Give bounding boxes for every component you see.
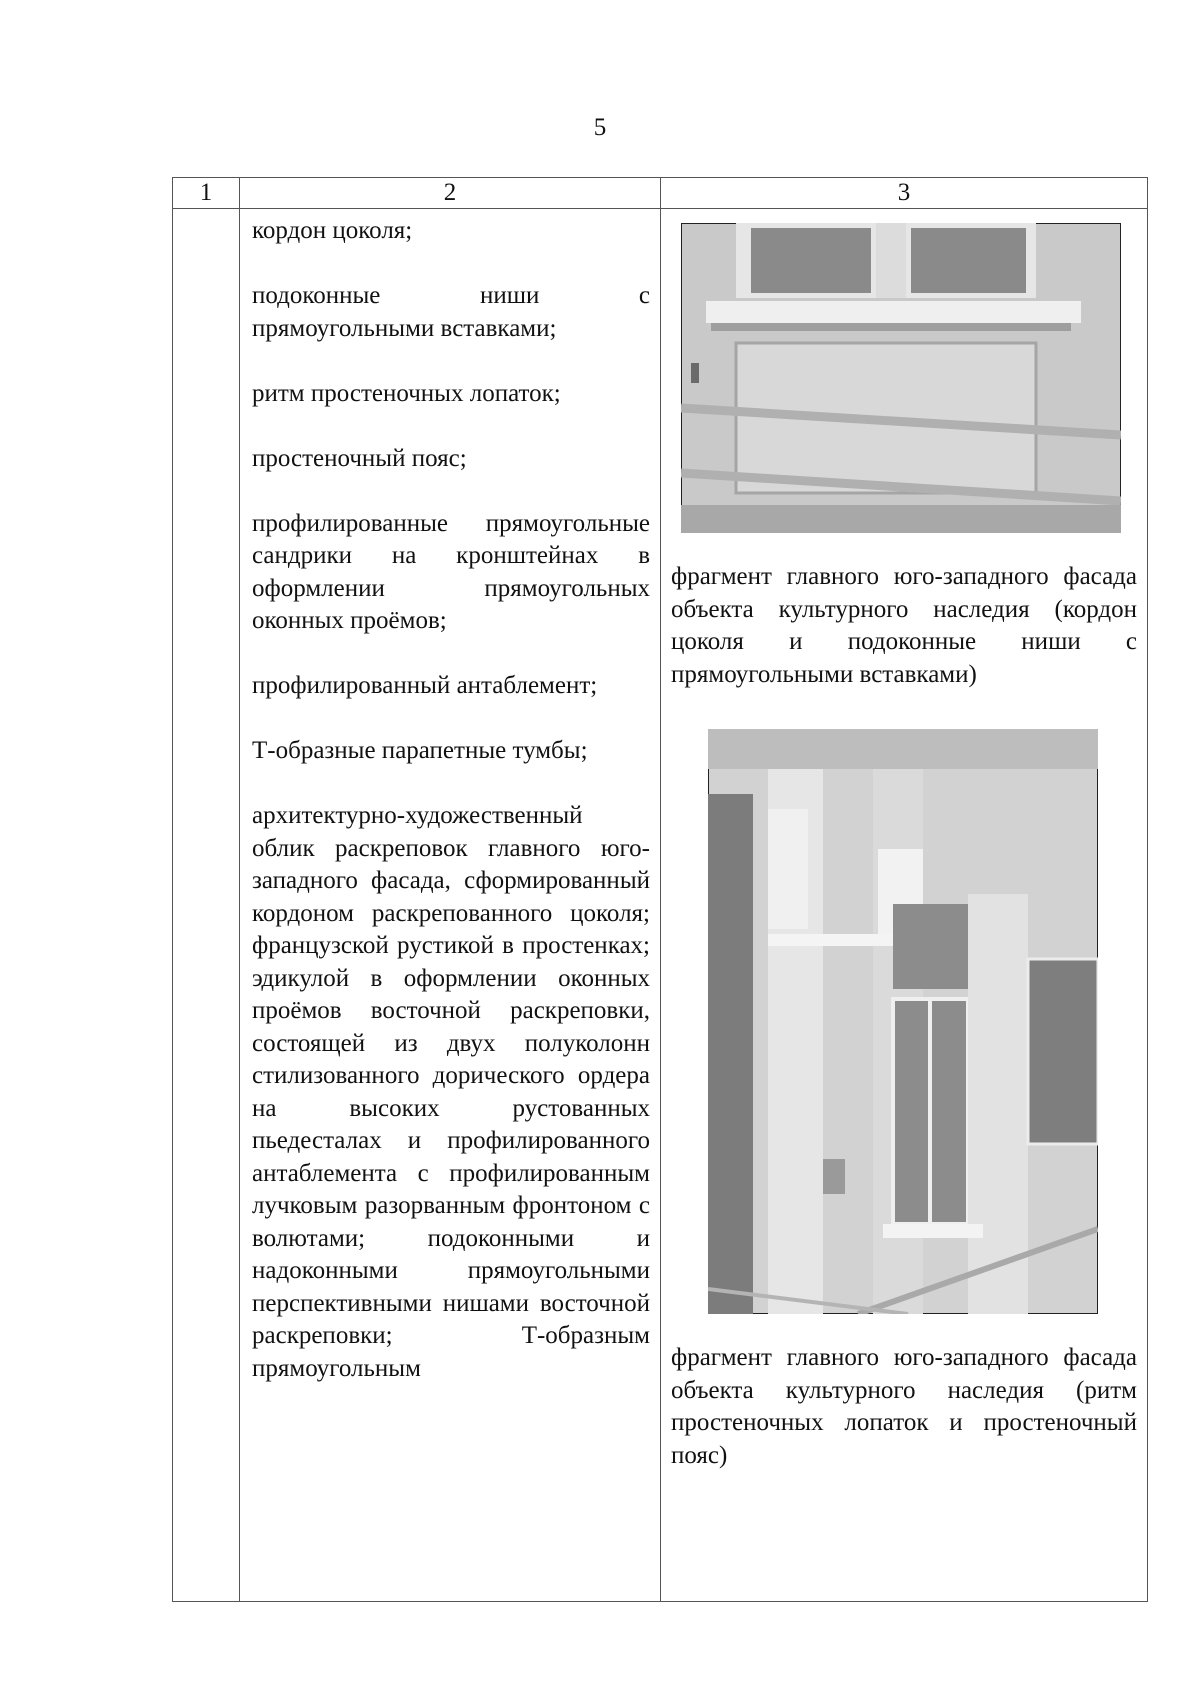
photo-1-caption: фрагмент главного юго-западного фасада объекта культурного наследия (кордон цоколя и подоконные ниши с прямоугольными вставками) [671, 563, 1137, 688]
table-header-row [173, 178, 1148, 209]
list-item: кордон цоколя; [252, 217, 413, 244]
list-item: Т-образные парапетные тумбы; [252, 737, 588, 764]
photos-cell [661, 209, 1148, 1602]
list-item: профилированный антаблемент; [252, 672, 598, 699]
header-col-1: 1 [173, 178, 240, 209]
header-col-3: 3 [661, 178, 1148, 209]
list-item: простеночный пояс; [252, 444, 467, 472]
list-item: подоконные ниши с прямоугольными вставками; [252, 282, 650, 342]
list-item: профилированные прямоугольные сандрики на кронштейнах в оформлении прямоугольных оконных проёмов; [252, 509, 650, 634]
table-row [173, 209, 1148, 1602]
facade-photo-2-image [708, 729, 1098, 1314]
facade-photo-2 [708, 729, 1098, 1314]
header-col-2: 2 [240, 178, 661, 209]
page-number: 5 [593, 114, 607, 141]
elements-list-cell [240, 209, 661, 1602]
facade-photo-1-image [681, 223, 1121, 533]
heritage-table [172, 177, 1148, 1602]
photo-2-caption: фрагмент главного юго-западного фасада объекта культурного наследия (ритм простеночных лопаток и простеночный пояс) [671, 1344, 1137, 1469]
row-number-cell [173, 209, 240, 1602]
list-item: ритм простеночных лопаток; [252, 379, 561, 407]
list-item: архитектурно-художественный облик раскреповок главного юго-западного фасада, сформированный кордоном раскрепованного цоколя; французской рустикой в простенках; эдикулой в оформлении оконных проёмов восточной раскреповки, состоящей из двух полуколонн стилизованного дорического ордера на высоких рустованных пьедесталах и профилированного антаблемента с профилированным лучковым разорванным фронтоном с волютами; подоконными и надоконными прямоугольными перспективными нишами восточной раскреповки; Т-образным прямоугольным [252, 802, 650, 1382]
facade-photo-1 [681, 223, 1121, 533]
